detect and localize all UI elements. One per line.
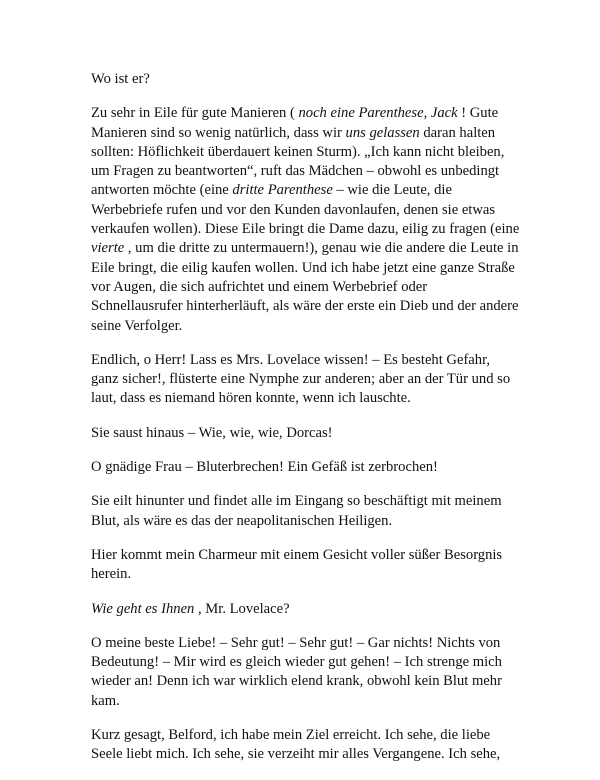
italic-text-run: Wie geht es Ihnen: [91, 600, 195, 617]
paragraph: [91, 70, 521, 89]
paragraph: [91, 726, 521, 765]
paragraph: [91, 600, 521, 619]
paragraph: [91, 351, 521, 409]
italic-text-run: uns gelassen: [345, 124, 420, 141]
italic-text-run: dritte Parenthese: [232, 182, 333, 199]
text-run: O gnädige Frau – Bluterbrechen! Ein Gefäß ist zerbrochen!: [91, 459, 438, 476]
text-run: Sie eilt hinunter und findet alle im Eingang so beschäftigt mit meinem Blut, als wäre es das der neapolitanischen Heiligen.: [91, 493, 502, 529]
text-run: daran halten sollten: Höflichkeit überdauert keinen Sturm). „Ich kann nicht bleiben, um Fragen zu beantworten“, ruft das Mädchen – obwohl es unbedingt antworten möchte (eine: [91, 124, 505, 199]
text-run: Wo ist er?: [91, 71, 150, 87]
paragraph: [91, 104, 521, 336]
text-run: , Mr. Lovelace?: [194, 600, 290, 617]
paragraph: [91, 546, 521, 585]
paragraph: [91, 634, 521, 711]
text-run: Sie saust hinaus – Wie, wie, wie, Dorcas!: [91, 424, 333, 441]
page-body-text: [91, 70, 521, 780]
paragraph: [91, 492, 521, 531]
text-run: Hier kommt mein Charmeur mit einem Gesicht voller süßer Besorgnis herein.: [91, 546, 503, 583]
text-run: , um die dritte zu untermauern!), genau wie die andere die Leute in Eile bringt, die eilig kaufen wollen. Und ich habe jetzt eine ganze Straße vor Augen, die sich aufrichtet und einem Werbebrief oder Schnellausrufer hinterherläuft, als wäre der erste ein Dieb und der andere seine Verfolger.: [91, 240, 519, 334]
text-run: Kurz gesagt, Belford, ich habe mein Ziel erreicht. Ich sehe, die liebe Seele liebt mich. Ich sehe, sie verzeiht mir alles Vergangene. Ich sehe,: [91, 727, 501, 763]
text-run: Zu sehr in Eile für gute Manieren (: [91, 105, 299, 122]
text-run: O meine beste Liebe! – Sehr gut! – Sehr gut! – Gar nichts! Nichts von Bedeutung! – Mir wird es gleich wieder gut gehen! – Ich strenge mich wieder an! Denn ich war wirklich elend krank, obwohl kein Blut mehr kam.: [91, 634, 502, 709]
paragraph: [91, 458, 521, 477]
italic-text-run: vierte: [91, 240, 125, 257]
italic-text-run: noch eine Parenthese, Jack: [298, 105, 458, 122]
text-run: – wie die Leute, die Werbebriefe rufen und vor den Kunden davonlaufen, denen sie etwas verkaufen wollen). Diese Eile bringt die Dame dazu, eilig zu fragen (eine: [91, 182, 520, 238]
text-run: ! Gute Manieren sind so wenig natürlich, dass wir: [91, 105, 499, 141]
paragraph: [91, 424, 521, 443]
text-run: Endlich, o Herr! Lass es Mrs. Lovelace wissen! – Es besteht Gefahr, ganz sicher!, flüsterte eine Nymphe zur anderen; aber an der Tür und so laut, dass es niemand hören konnte, wenn ich lauschte.: [91, 351, 511, 407]
